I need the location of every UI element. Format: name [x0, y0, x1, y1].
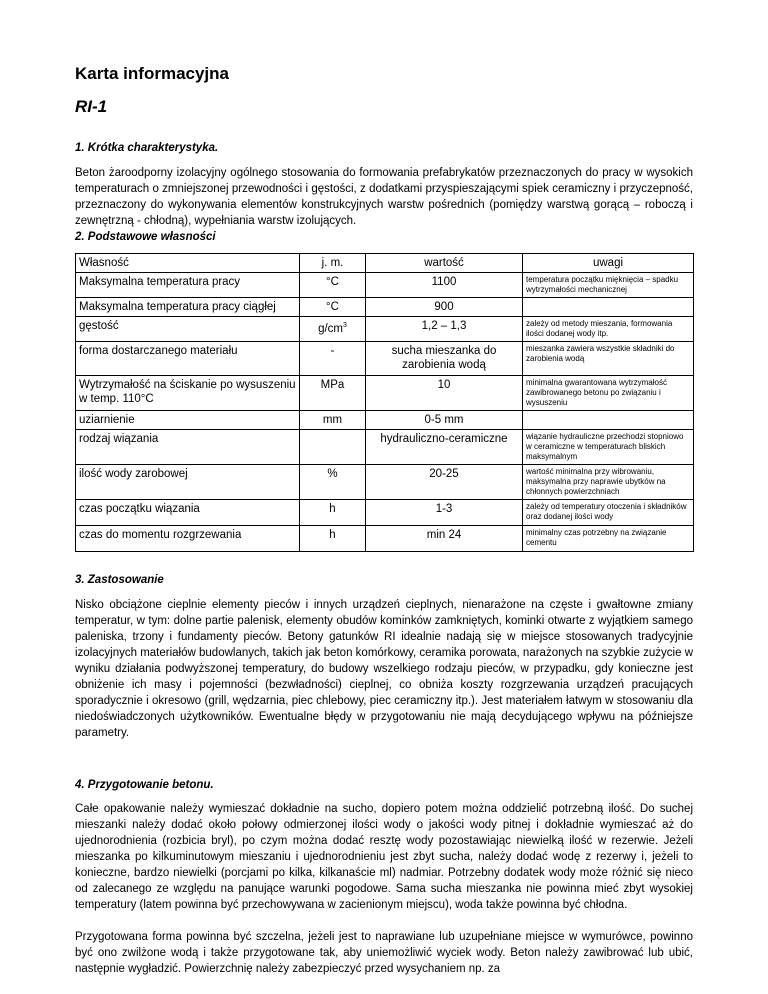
header-value: wartość	[366, 254, 523, 273]
cell-value: 20-25	[366, 465, 523, 500]
table-row	[76, 273, 694, 298]
product-code: RI-1	[75, 97, 108, 116]
section-3-heading: 3. Zastosowanie	[75, 574, 164, 586]
table-row	[76, 526, 694, 552]
cell-property: Maksymalna temperatura pracy	[76, 273, 300, 298]
cell-property: uziarnienie	[76, 411, 300, 430]
section-1-text: Beton żaroodporny izolacyjny ogólnego stosowania do formowania prefabrykatów przeznaczonych do pracy w wysokich temperaturach o zmniejszonej przewodności i gęstości, z dodatkami przyspieszającymi spiek ceramiczny i przyczepność, przeznaczony do wykonywania elementów konstrukcyjnych warstw pośrednich (pomiędzy warstwą gorącą – roboczą i zewnętrzną - chłodną), wypełniania warstw izolujących.	[75, 167, 693, 227]
cell-unit: MPa	[300, 376, 366, 411]
cell-property: Wytrzymałość na ściskanie po wysuszeniu w temp. 110°C	[76, 376, 300, 411]
cell-unit: mm	[300, 411, 366, 430]
cell-note: temperatura początku mięknięcia – spadku wytrzymałości mechanicznej	[523, 273, 694, 298]
cell-value: 10	[366, 376, 523, 411]
table-row	[76, 376, 694, 411]
table-row	[76, 500, 694, 526]
cell-property: Maksymalna temperatura pracy ciągłej	[76, 298, 300, 317]
table-header-row	[76, 254, 694, 273]
cell-value: sucha mieszanka do zarobienia wodą	[366, 342, 523, 376]
table-row	[76, 411, 694, 430]
cell-note: minimalna gwarantowana wytrzymałość zawibrowanego betonu po związaniu i wysuszeniu	[523, 376, 694, 411]
cell-note: mieszanka zawiera wszystkie składniki do zarobienia wodą	[523, 342, 694, 376]
section-4-heading: 4. Przygotowanie betonu.	[75, 779, 214, 791]
cell-unit	[300, 317, 366, 342]
cell-value: 0-5 mm	[366, 411, 523, 430]
cell-note: wiązanie hydrauliczne przechodzi stopniowo w ceramiczne w temperaturach bliskich maksymalnym	[523, 430, 694, 465]
header-unit: j. m.	[300, 254, 366, 273]
section-2-heading: 2. Podstawowe własności	[75, 231, 216, 243]
cell-note	[523, 298, 694, 317]
table-row	[76, 317, 694, 342]
properties-table	[75, 253, 694, 552]
cell-unit	[300, 430, 366, 465]
cell-value: 1-3	[366, 500, 523, 526]
cell-property: ilość wody zarobowej	[76, 465, 300, 500]
cell-property: czas do momentu rozgrzewania	[76, 526, 300, 552]
cell-value: min 24	[366, 526, 523, 552]
table-row	[76, 298, 694, 317]
unit-text: g/cm	[318, 322, 343, 335]
cell-value: 1,2 – 1,3	[366, 317, 523, 342]
unit-superscript: 3	[343, 322, 347, 329]
cell-value: 1100	[366, 273, 523, 298]
cell-property: czas początku wiązania	[76, 500, 300, 526]
section-3-text: Nisko obciążone cieplnie elementy pieców i innych urządzeń cieplnych, nienarażone na częste i gwałtowne zmiany temperatur, w tym: dolne partie palenisk, elementy obudów kominków zamkniętych, kominki otwarte z wyjątkiem samego paleniska, trzony i fundamenty pieców. Betony gatunków RI idealnie nadają się w miejsce stosowanych tradycyjnie izolacyjnych materiałów budowlanych, takich jak beton komórkowy, ceramika porowata, narażonych na szybkie zużycie w wyniku działania podwyższonej temperatury, do budowy wszelkiego rodzaju pieców, w przypadku, gdy konieczne jest obniżenie ich masy i pojemności (bezwładności) cieplnej, co obniża koszty rozgrzewania urządzeń pracujących sporadycznie i okresowo (grill, wędzarnia, piec chlebowy, piec ceramiczny itp.). Jest materiałem łatwym w stosowaniu dla niedoświadczonych użytkowników. Ewentualne błędy w przygotowaniu nie mają decydującego wpływu na późniejsze parametry.	[75, 599, 693, 739]
section-4-text-1: Całe opakowanie należy wymieszać dokładnie na sucho, dopiero potem można oddzielić potrzebną ilość. Do suchej mieszanki należy dodać około połowy odmierzonej ilości wody o jakości wody pitnej i dokładnie wymieszać aż do ujednorodnienia (rozbicia bryl), po czym można dodać resztę wody pozostawiając niewielką ilość w rezerwie. Jeżeli mieszanka po kilkuminutowym mieszaniu i ujednorodnieniu jest zbyt sucha, należy dodać wodę z rezerwy i, jeżeli to konieczne, bardzo niewielki (porcjami po kilka, kilkanaście ml) nadmiar. Potrzebny dodatek wody może różnić się nieco od zalecanego ze względu na panujące warunki pogodowe. Sama sucha mieszanka nie powinna mieć zbyt wysokiej temperatury (latem powinna być przechowywana w zacienionym miejscu), woda także powinna być chłodna.	[75, 803, 693, 911]
cell-unit: %	[300, 465, 366, 500]
cell-unit: h	[300, 526, 366, 552]
table-row	[76, 430, 694, 465]
section-1-heading: 1. Krótka charakterystyka.	[75, 142, 219, 154]
cell-value: 900	[366, 298, 523, 317]
cell-note: zależy od temperatury otoczenia i składników oraz dodanej ilości wody	[523, 500, 694, 526]
cell-unit: °C	[300, 298, 366, 317]
cell-unit: h	[300, 500, 366, 526]
cell-value: hydrauliczno-ceramiczne	[366, 430, 523, 465]
section-4-text-2: Przygotowana forma powinna być szczelna, jeżeli jest to naprawiane lub uzupełniane miejsce w wymurówce, powinno być ono zwilżone wodą i także przygotowane tak, aby uniemożliwić wyciek wody. Beton należy zawibrować lub ubić, następnie wygładzić. Powierzchnię należy zabezpieczyć przed wysychaniem np. za	[75, 931, 693, 975]
cell-note: wartość minimalna przy wibrowaniu, maksymalna przy naprawie ubytków na chłonnych powierzchniach	[523, 465, 694, 500]
cell-note: minimalny czas potrzebny na związanie cementu	[523, 526, 694, 552]
cell-note: zależy od metody mieszania, formowania ilości dodanej wody itp.	[523, 317, 694, 342]
cell-unit: -	[300, 342, 366, 376]
page-title: Karta informacyjna	[75, 64, 229, 83]
header-notes: uwagi	[523, 254, 694, 273]
cell-property: gęstość	[76, 317, 300, 342]
table-row	[76, 342, 694, 376]
cell-note	[523, 411, 694, 430]
cell-property: forma dostarczanego materiału	[76, 342, 300, 376]
cell-unit: °C	[300, 273, 366, 298]
table-row	[76, 465, 694, 500]
header-property: Własność	[76, 254, 300, 273]
cell-property: rodzaj wiązania	[76, 430, 300, 465]
